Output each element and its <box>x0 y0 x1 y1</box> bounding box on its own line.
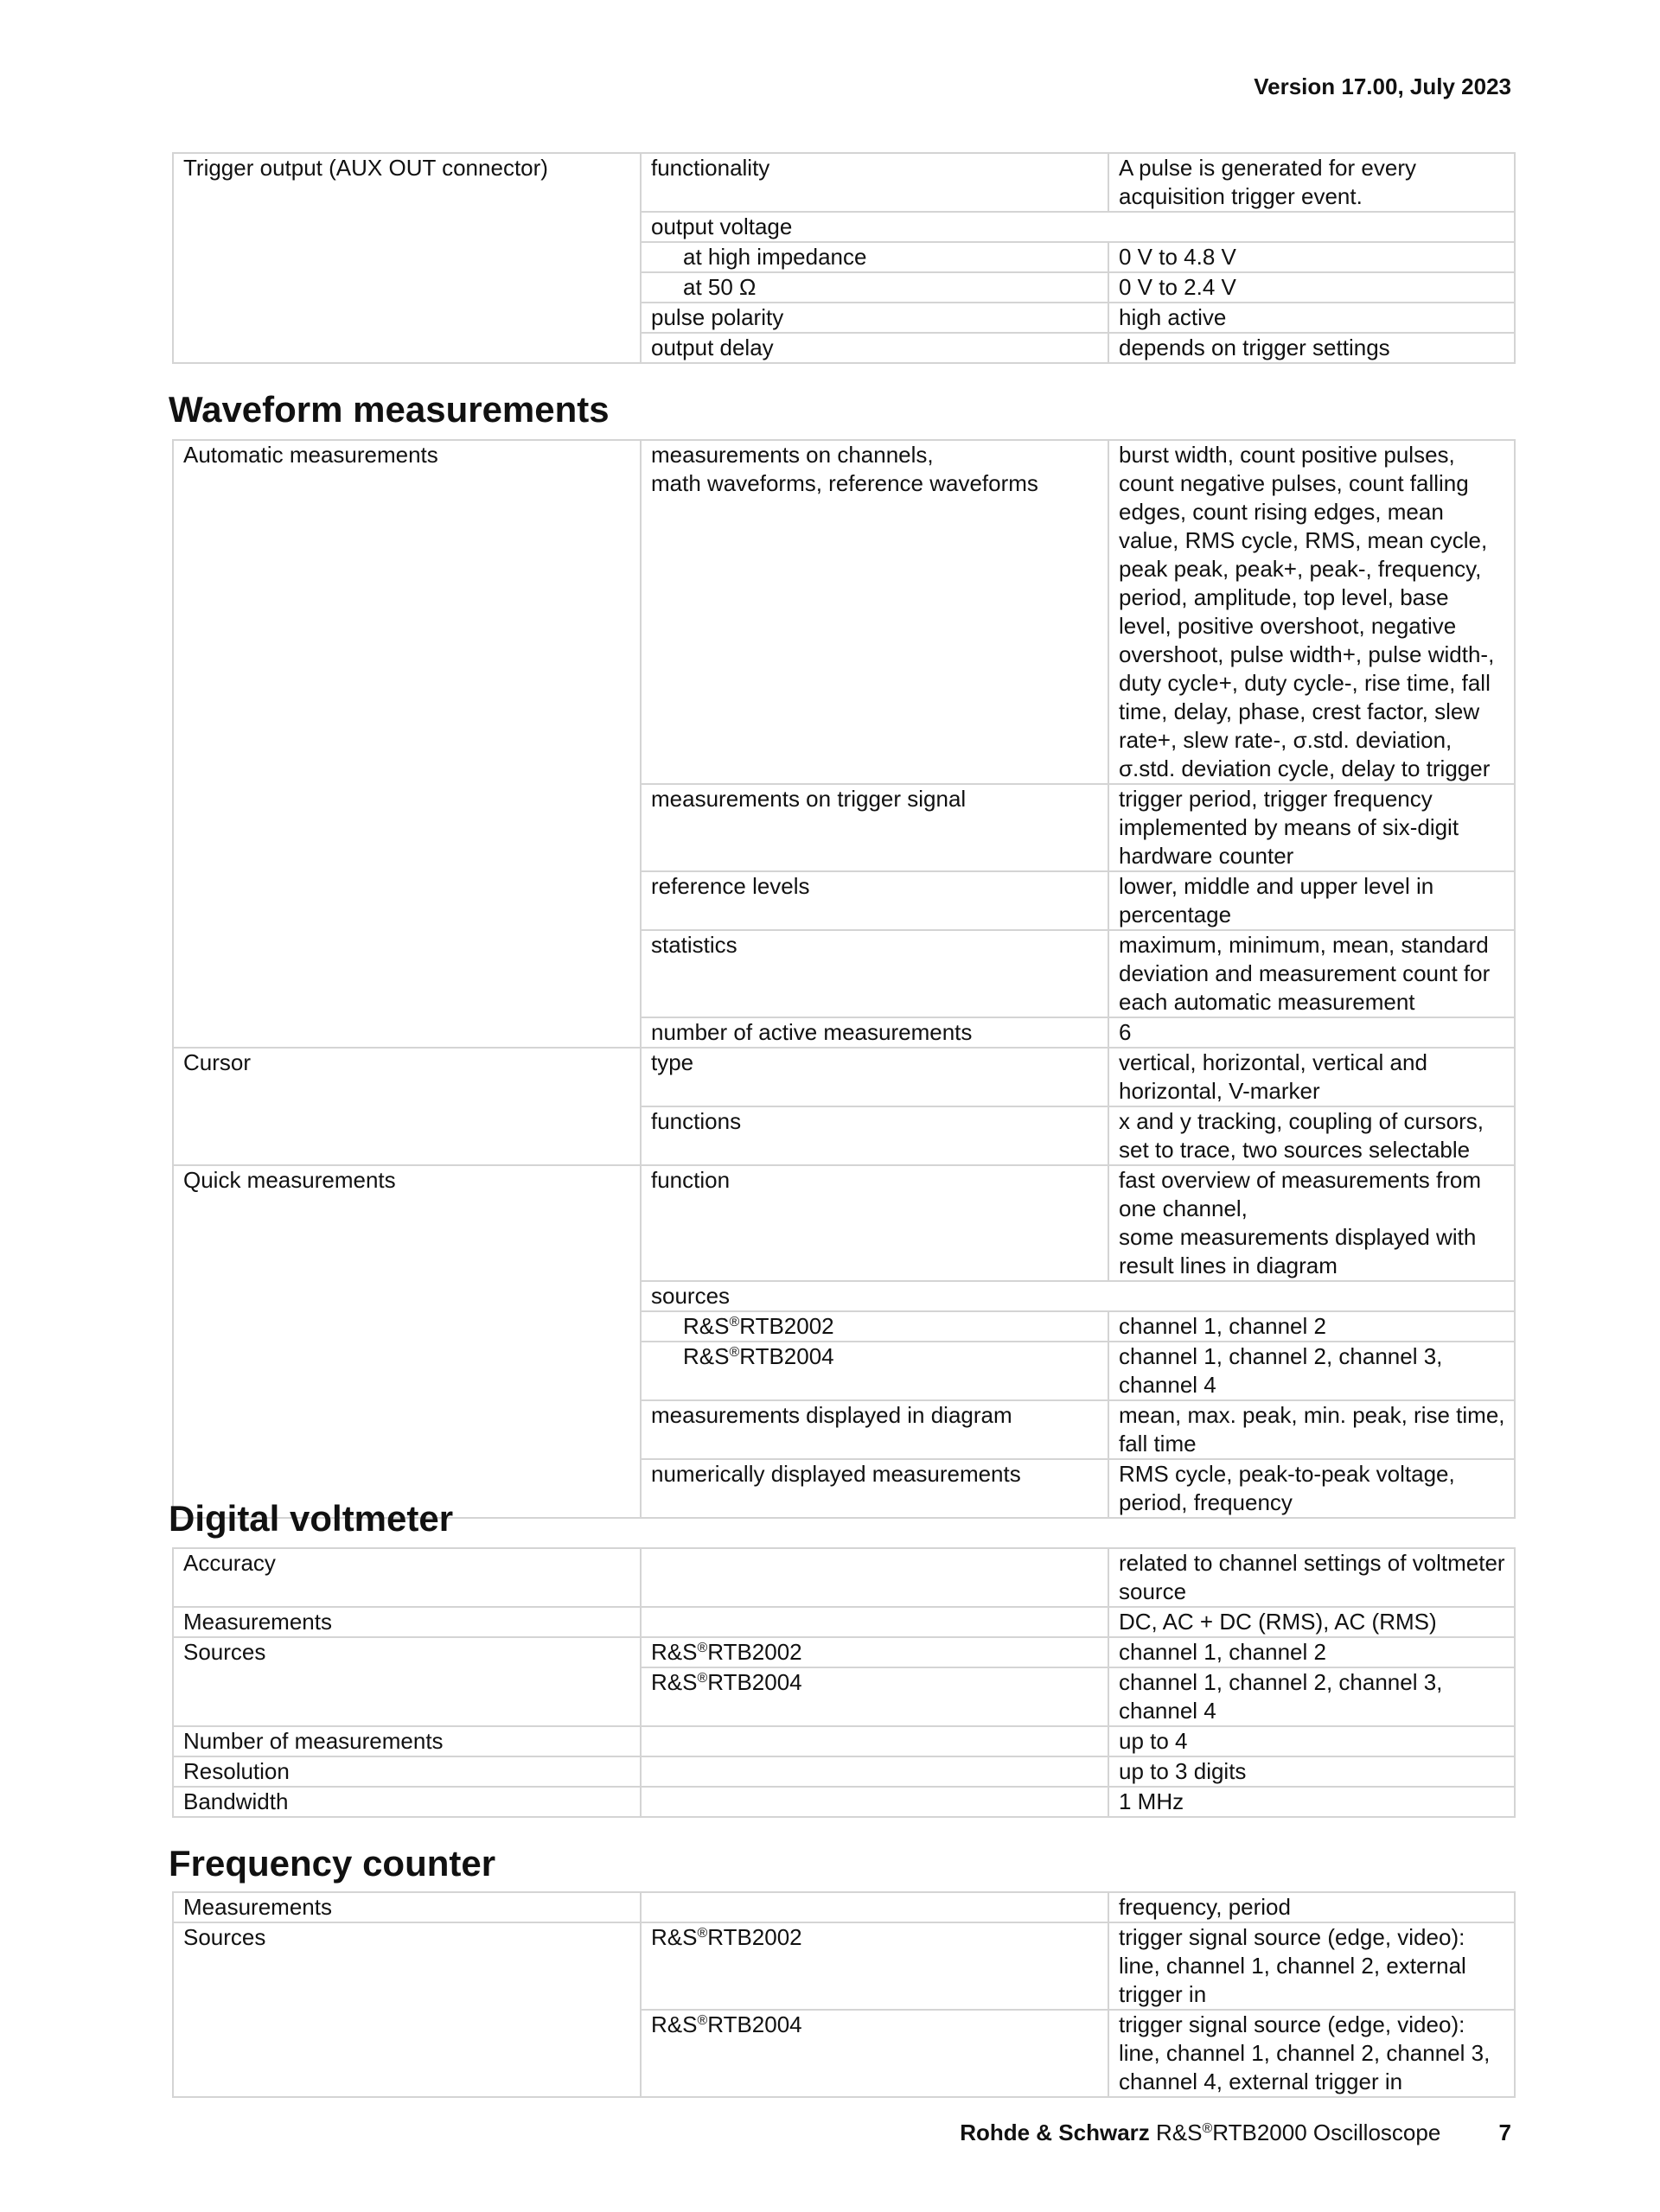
model-name: R&S®RTB2004 <box>651 2011 802 2037</box>
parameter-cell: functionality <box>641 153 1108 212</box>
row-label: Quick measurements <box>173 1165 641 1518</box>
value-cell: x and y tracking, coupling of cursors, set to trace, two sources selectable <box>1108 1106 1515 1165</box>
parameter-cell <box>641 1787 1108 1817</box>
table-row <box>173 1922 1515 2010</box>
parameter-cell: measurements on channels, math waveforms, reference waveforms <box>641 440 1108 784</box>
model-name: R&S®RTB2002 <box>683 1313 834 1339</box>
parameter-sublabel: at high impedance <box>683 244 867 270</box>
parameter-cell <box>641 1311 1108 1342</box>
model-name: R&S®RTB2002 <box>651 1639 802 1665</box>
row-label: Accuracy <box>173 1548 641 1607</box>
parameter-cell <box>641 1667 1108 1726</box>
frequency-counter-table <box>172 1891 1516 2098</box>
waveform-measurements-table <box>172 439 1516 1519</box>
value-cell: 0 V to 4.8 V <box>1108 242 1515 272</box>
parameter-cell <box>641 1922 1108 2010</box>
section-title-waveform: Waveform measurements <box>169 389 610 430</box>
document-version: Version 17.00, July 2023 <box>1254 73 1511 99</box>
value-cell: frequency, period <box>1108 1892 1515 1922</box>
row-label: Trigger output (AUX OUT connector) <box>173 153 641 363</box>
parameter-cell: output voltage <box>641 212 1515 242</box>
value-cell: RMS cycle, peak-to-peak voltage, period, frequency <box>1108 1459 1515 1518</box>
parameter-cell: functions <box>641 1106 1108 1165</box>
row-label: Automatic measurements <box>173 440 641 1048</box>
table-row <box>173 153 1515 212</box>
value-cell: high active <box>1108 303 1515 333</box>
parameter-cell <box>641 272 1108 303</box>
value-cell: A pulse is generated for every acquisition trigger event. <box>1108 153 1515 212</box>
table-row <box>173 1787 1515 1817</box>
row-label: Cursor <box>173 1048 641 1165</box>
parameter-cell: reference levels <box>641 871 1108 930</box>
value-cell: trigger signal source (edge, video): line, channel 1, channel 2, external trigger in <box>1108 1922 1515 2010</box>
value-cell: 6 <box>1108 1017 1515 1048</box>
parameter-cell: measurements on trigger signal <box>641 784 1108 871</box>
row-label: Sources <box>173 1637 641 1726</box>
parameter-cell <box>641 1548 1108 1607</box>
parameter-cell <box>641 242 1108 272</box>
value-cell: depends on trigger settings <box>1108 333 1515 363</box>
company-name: Rohde & Schwarz <box>960 2120 1150 2145</box>
parameter-cell <box>641 1607 1108 1637</box>
section-title-counter: Frequency counter <box>169 1843 496 1884</box>
parameter-cell: number of active measurements <box>641 1017 1108 1048</box>
table-row <box>173 1165 1515 1281</box>
row-label: Resolution <box>173 1756 641 1787</box>
table-row <box>173 1756 1515 1787</box>
value-cell: related to channel settings of voltmeter source <box>1108 1548 1515 1607</box>
page-footer <box>960 2118 1511 2147</box>
table-row <box>173 1548 1515 1607</box>
value-cell: channel 1, channel 2, channel 3, channel 4 <box>1108 1667 1515 1726</box>
value-cell: vertical, horizontal, vertical and horizontal, V-marker <box>1108 1048 1515 1106</box>
parameter-cell: sources <box>641 1281 1515 1311</box>
model-name: R&S®RTB2002 <box>651 1924 802 1950</box>
row-label: Sources <box>173 1922 641 2097</box>
value-cell: mean, max. peak, min. peak, rise time, fall time <box>1108 1400 1515 1459</box>
row-label: Bandwidth <box>173 1787 641 1817</box>
table-row <box>173 1607 1515 1637</box>
value-cell: channel 1, channel 2 <box>1108 1311 1515 1342</box>
value-cell: trigger period, trigger frequency implemented by means of six-digit hardware counter <box>1108 784 1515 871</box>
value-cell: maximum, minimum, mean, standard deviation and measurement count for each automatic measurement <box>1108 930 1515 1017</box>
row-label: Measurements <box>173 1892 641 1922</box>
digital-voltmeter-table <box>172 1547 1516 1818</box>
value-cell: trigger signal source (edge, video): line, channel 1, channel 2, channel 3, channel 4, external trigger in <box>1108 2010 1515 2097</box>
value-cell: DC, AC + DC (RMS), AC (RMS) <box>1108 1607 1515 1637</box>
value-cell: 0 V to 2.4 V <box>1108 272 1515 303</box>
value-cell: up to 4 <box>1108 1726 1515 1756</box>
value-cell: channel 1, channel 2 <box>1108 1637 1515 1667</box>
table-row <box>173 1726 1515 1756</box>
page-number: 7 <box>1498 2120 1511 2145</box>
table-row <box>173 1892 1515 1922</box>
parameter-cell <box>641 1756 1108 1787</box>
parameter-cell: type <box>641 1048 1108 1106</box>
value-cell: burst width, count positive pulses, count negative pulses, count falling edges, count rising edges, mean value, RMS cycle, RMS, mean cycle, peak peak, peak+, peak-, frequency, period, amplitude, top level, base level, positive overshoot, negative overshoot, pulse width+, pulse width-, duty cycle+, duty cycle-, rise time, fall time, delay, phase, crest factor, slew rate+, slew rate-, σ.std. deviation, σ.std. deviation cycle, delay to trigger <box>1108 440 1515 784</box>
parameter-cell <box>641 1342 1108 1400</box>
parameter-cell: function <box>641 1165 1108 1281</box>
value-cell: fast overview of measurements from one channel, some measurements displayed with result lines in diagram <box>1108 1165 1515 1281</box>
row-label: Number of measurements <box>173 1726 641 1756</box>
parameter-cell <box>641 1637 1108 1667</box>
row-label: Measurements <box>173 1607 641 1637</box>
table-row <box>173 1048 1515 1106</box>
parameter-cell: statistics <box>641 930 1108 1017</box>
value-cell: up to 3 digits <box>1108 1756 1515 1787</box>
table-row <box>173 440 1515 784</box>
value-cell: 1 MHz <box>1108 1787 1515 1817</box>
model-name: R&S®RTB2004 <box>683 1343 834 1369</box>
model-name: R&S®RTB2004 <box>651 1669 802 1695</box>
parameter-cell <box>641 2010 1108 2097</box>
parameter-cell: pulse polarity <box>641 303 1108 333</box>
section-title-voltmeter: Digital voltmeter <box>169 1498 454 1539</box>
trigger-output-table <box>172 152 1516 364</box>
table-row <box>173 1637 1515 1667</box>
parameter-cell: numerically displayed measurements <box>641 1459 1108 1518</box>
parameter-cell <box>641 1726 1108 1756</box>
value-cell: lower, middle and upper level in percentage <box>1108 871 1515 930</box>
parameter-cell: output delay <box>641 333 1108 363</box>
product-name: R&S®RTB2000 Oscilloscope <box>1156 2120 1441 2145</box>
parameter-sublabel: at 50 Ω <box>683 274 757 300</box>
value-cell: channel 1, channel 2, channel 3, channel 4 <box>1108 1342 1515 1400</box>
parameter-cell: measurements displayed in diagram <box>641 1400 1108 1459</box>
parameter-cell <box>641 1892 1108 1922</box>
